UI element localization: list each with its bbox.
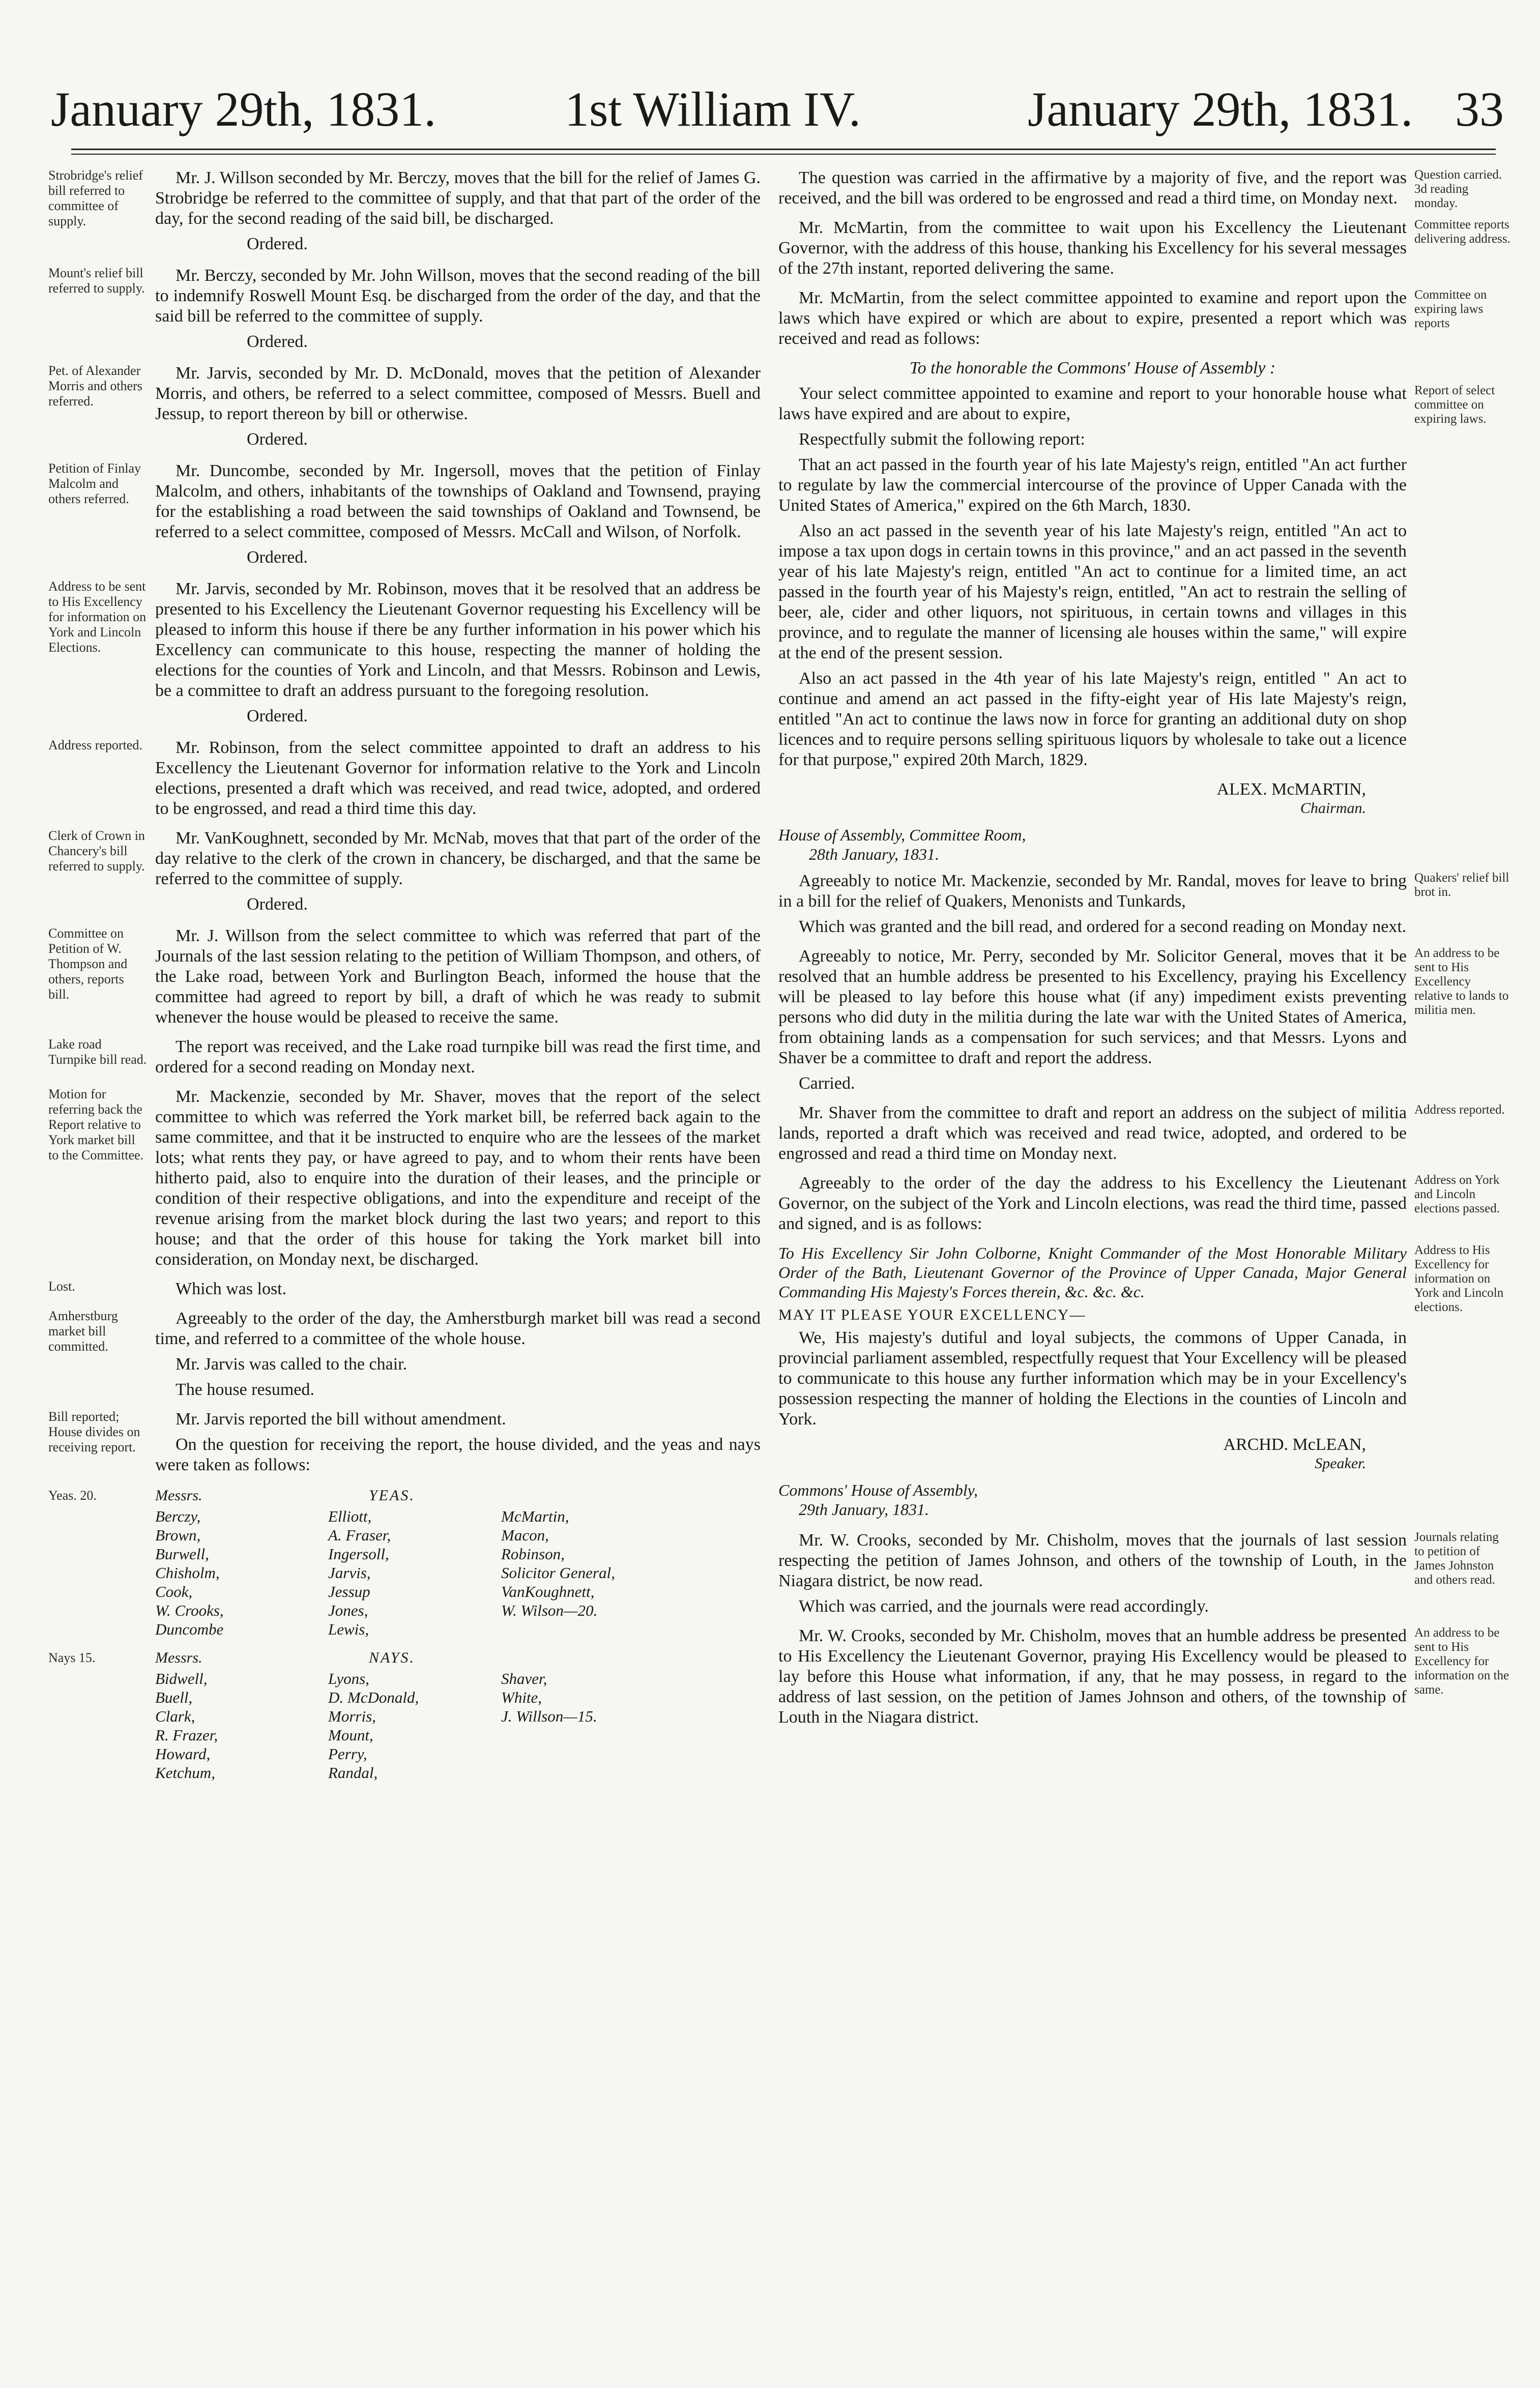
entry-body — [155, 1087, 761, 1275]
ordered-line: Ordered. — [247, 332, 308, 351]
entry-paragraph: Which was lost. — [176, 1279, 287, 1298]
address-to: To His Excellency Sir John Colborne, Knight Commander of the Most Honorable Military Order of the Bath, Lieutenant Governor of the Province of Upper Canada, Major General Commanding His Majesty's Forces therein, &c. &c. &c. — [778, 1244, 1407, 1301]
entry-paragraph: Mr. VanKoughnett, seconded by Mr. McNab, moves that that part of the order of the day relative to the clerk of the crown in chancery, be discharged, and that the same be referred to the committee of supply. — [155, 829, 761, 888]
entry-paragraph: Mr. Duncombe, seconded by Mr. Ingersoll, moves that the petition of Finlay Malcolm, and others, inhabitants of the townships of Oakland and Townsend, praying for the establishing a road between the said townships of Oakland and Townsend, be referred to a select committee, composed of Messrs. McCall and Wilson, of Norfolk. — [155, 461, 761, 541]
member-name: Clark, — [155, 1707, 195, 1725]
entry-paragraph: Mr. Jarvis, seconded by Mr. Robinson, moves that it be resolved that an address be presented to his Excellency the Lieutenant Governor requesting his Excellency will be pleased to inform this house if there be any further information in his power which his Excellency can communicate to this house, respecting the manner of holding the elections for the counties of York and Lincoln, and that Messrs. Robinson and Lewis, be a committee to draft an address pursuant to the foregoing resolution. — [155, 579, 761, 700]
entry-body — [155, 461, 761, 575]
member-name: J. Willson—15. — [501, 1707, 597, 1725]
member-name: Burwell, — [155, 1545, 209, 1563]
entry-paragraph: Respectfully submit the following report: — [799, 430, 1085, 449]
journal-entry — [48, 926, 761, 1033]
entry-body — [155, 738, 761, 824]
ordered-line: Ordered. — [247, 707, 308, 725]
nays-heading — [48, 1647, 761, 1669]
page-header — [51, 76, 1504, 142]
left-column — [48, 168, 761, 1790]
journal-entry — [48, 1087, 761, 1275]
yeas-heading — [48, 1484, 761, 1507]
vote-spacer — [48, 1507, 155, 1639]
entry-body — [778, 1103, 1407, 1169]
yeas-count-note: Yeas. 20. — [48, 1488, 97, 1503]
entry-body — [778, 218, 1407, 284]
report-dateline-2: 28th January, 1831. — [809, 845, 939, 863]
entry-body — [778, 168, 1407, 214]
journal-entry — [778, 1173, 1511, 1239]
yeas-column — [155, 1507, 328, 1639]
margin-note: Lost. — [48, 1279, 75, 1294]
entry-paragraph: The report was received, and the Lake road turnpike bill was read the first time, and ordered for a second reading on Monday next. — [155, 1037, 761, 1076]
margin-note: Petition of Finlay Malcolm and others referred. — [48, 461, 141, 506]
member-name: Chisholm, — [155, 1564, 220, 1582]
report-signature: ALEX. McMARTIN, — [1216, 780, 1366, 799]
member-name: W. Crooks, — [155, 1601, 224, 1619]
member-name: Jarvis, — [328, 1564, 371, 1582]
member-name: Perry, — [328, 1745, 367, 1763]
ordered-line: Ordered. — [247, 895, 308, 914]
entry-paragraph: Mr. Jarvis was called to the chair. — [176, 1355, 408, 1374]
entry-paragraph: Mr. Jarvis, seconded by Mr. D. McDonald, moves that the petition of Alexander Morris, and others, be referred to a select committee, composed of Messrs. Buell and Jessup, to report thereon by bill or otherwise. — [155, 364, 761, 423]
entry-paragraph: Mr. W. Crooks, seconded by Mr. Chisholm, moves that an humble address be presented to His Excellency the Lieutenant Governor, praying His Excellency would be pleased to lay before this House what information, if any, that he may possess, in regard to the address of last session, on the petition of James Johnson and others, of the township of Louth in the Niagara district. — [778, 1626, 1407, 1727]
margin-note: Address to His Excellency for information on York and Lincoln elections. — [1414, 1243, 1504, 1314]
margin-note: Strobridge's relief bill referred to committee of supply. — [48, 168, 143, 228]
margin-note: An address to be sent to His Excellency relative to lands to militia men. — [1414, 946, 1509, 1017]
header-right-date: January 29th, 1831. — [1028, 82, 1413, 136]
member-name: Ingersoll, — [328, 1545, 389, 1563]
header-left-date: January 29th, 1831. — [51, 82, 437, 136]
address-signature-title: Speaker. — [1315, 1455, 1366, 1472]
report-dateline — [778, 825, 1407, 864]
entry-body — [155, 1279, 761, 1304]
report-dateline-1: House of Assembly, Committee Room, — [778, 826, 1026, 844]
entry-body — [155, 363, 761, 457]
address-salutation: MAY IT PLEASE YOUR EXCELLENCY— — [778, 1306, 1086, 1323]
member-name: D. McDonald, — [328, 1688, 419, 1706]
margin-note: Address on York and Lincoln elections passed. — [1414, 1173, 1500, 1215]
margin-note: Clerk of Crown in Chancery's bill referred to supply. — [48, 828, 145, 873]
nays-column — [155, 1669, 328, 1782]
yeas-column — [328, 1507, 501, 1639]
member-name: A. Fraser, — [328, 1526, 391, 1544]
nays-column — [328, 1669, 501, 1782]
entry-paragraph: Mr. Berczy, seconded by Mr. John Willson, moves that the second reading of the bill to indemnify Roswell Mount Esq. be discharged from the order of the day, and that the said bill be referred to the committee of supply. — [155, 266, 761, 326]
member-name: Berczy, — [155, 1507, 201, 1525]
ordered-line: Ordered. — [247, 548, 308, 567]
margin-note: Motion for referring back the Report relative to York market bill to the Committee. — [48, 1087, 144, 1162]
journal-entry — [48, 363, 761, 457]
member-name: Randal, — [328, 1764, 378, 1782]
address-dateline — [778, 1480, 1407, 1519]
margin-note: Lake road Turnpike bill read. — [48, 1037, 147, 1067]
member-name: Jones, — [328, 1601, 368, 1619]
entry-paragraph: Also an act passed in the seventh year of his late Majesty's reign, entitled "An act to impose a tax upon dogs in certain towns in this province," and an act passed in the seventh year of his late Majesty's reign, entitled "An act to continue for a limited time, an act passed in the fourth year of his Majesty's reign, entitled, "An act to restrain the selling of beer, ale, cider and other liquors, not spirituous, in certain towns and villages in this province, and to regulate the manner of licensing ale houses within the same," will expire at the end of the present session. — [778, 521, 1407, 662]
member-name: Lyons, — [328, 1670, 369, 1687]
header-rule-thin — [71, 154, 1496, 155]
member-name: Mount, — [328, 1726, 373, 1744]
report-signature-title: Chairman. — [1300, 800, 1366, 817]
entry-paragraph: Agreeably to the order of the day, the Amherstburgh market bill was read a second time, and referred to a committee of the whole house. — [155, 1309, 761, 1348]
margin-note: Committee reports delivering address. — [1414, 218, 1510, 246]
member-name: Robinson, — [501, 1545, 565, 1563]
entry-body — [155, 1308, 761, 1405]
entry-paragraph: Also an act passed in the 4th year of his late Majesty's reign, entitled " An act to continue and amend an act passed in the fifty-eight year of His late Majesty's reign, entitled "An act to continue the laws now in force for granting an additional duty on shop licences and to require persons selling spirituous liquors by wholesale to take out a licence for that purpose," expired 20th March, 1829. — [778, 669, 1407, 769]
header-rule — [71, 149, 1496, 150]
address-block — [778, 1243, 1511, 1526]
entry-paragraph: Mr. Shaver from the committee to draft and report an address on the subject of militia lands, reported a draft which was received and read twice, adopted, and ordered to be engrossed and read a third time on Monday next. — [778, 1103, 1407, 1163]
journal-entry — [48, 1409, 761, 1480]
entry-paragraph: Mr. Mackenzie, seconded by Mr. Shaver, moves that the report of the select committee to which was referred the York market bill, be referred back again to the same committee, and that it be instructed to enquire who are the lessees of the market lots; what rents they pay, or have agreed to pay, and to whom their rents have been hitherto paid, also to enquire into the duration of their leases, and the principle or condition of their respective obligations, and into the expenditure and receipt of the revenue arising from the market block during the last two years; and report to this house; and that the order of this house for taking the York market bill into consideration, on Monday next, be discharged. — [155, 1087, 761, 1269]
journal-entry — [778, 871, 1511, 942]
margin-note: Amherstburg market bill committed. — [48, 1308, 118, 1354]
entry-body — [778, 384, 1407, 775]
journal-entry — [778, 946, 1511, 1099]
entry-paragraph: Mr. W. Crooks, seconded by Mr. Chisholm, moves that the journals of last session respecting the petition of James Johnson, and others of the township of Louth, in the Niagara district, be now read. — [778, 1531, 1407, 1590]
member-name: Shaver, — [501, 1670, 547, 1687]
member-name: Morris, — [328, 1707, 376, 1725]
entry-paragraph: Mr. McMartin, from the select committee appointed to examine and report upon the laws which have expired or which are about to expire, presented a report which was received and read as follows: — [778, 288, 1407, 348]
address-signature: ARCHD. McLEAN, — [1223, 1435, 1366, 1454]
entry-paragraph: Agreeably to notice, Mr. Perry, seconded by Mr. Solicitor General, moves that it be resolved that an humble address be presented to his Excellency, praying his Excellency will be pleased to lay before this house what (if any) impediment exists preventing persons who did duty in the militia during the late war with the United States of America, from obtaining lands as a compensation for such services; and that Messrs. Lyons and Shaver be a committee to draft and report the address. — [778, 947, 1407, 1067]
entry-paragraph: Agreeably to notice Mr. Mackenzie, seconded by Mr. Randal, moves for leave to bring in a bill for the relief of Quakers, Menonists and Tunkards, — [778, 871, 1407, 911]
member-name: Buell, — [155, 1688, 193, 1706]
entry-body — [778, 288, 1407, 354]
nays-column — [501, 1669, 674, 1782]
journal-entry — [778, 218, 1511, 284]
member-name: Howard, — [155, 1745, 211, 1763]
nays-count-note: Nays 15. — [48, 1650, 96, 1665]
address-body-wrap — [778, 1243, 1407, 1526]
margin-note: An address to be sent to His Excellency for information on the same. — [1414, 1626, 1509, 1697]
entry-body — [155, 579, 761, 734]
right-column — [778, 168, 1511, 1737]
entry-paragraph: Mr. McMartin, from the committee to wait upon his Excellency the Lieutenant Governor, with the address of this house, thanking his Excellency for his several messages of the 27th instant, reported delivering the same. — [778, 218, 1407, 278]
margin-note: Address reported. — [1414, 1103, 1505, 1117]
entry-paragraph: The question was carried in the affirmative by a majority of five, and the report was received, and the bill was ordered to be engrossed and read a third time, on Monday next. — [778, 168, 1407, 208]
entry-paragraph: On the question for receiving the report, the house divided, and the yeas and nays were taken as follows: — [155, 1435, 761, 1474]
entry-paragraph: Mr. Robinson, from the select committee appointed to draft an address to his Excellency the Lieutenant Governor for information relative to the York and Lincoln elections, presented a draft which was received, and read twice, adopted, and ordered to be engrossed, and read a third time this day. — [155, 738, 761, 818]
nays-names — [48, 1669, 761, 1782]
address-dateline-1: Commons' House of Assembly, — [778, 1481, 978, 1499]
margin-note: Committee on Petition of W. Thompson and others, reports bill. — [48, 926, 128, 1002]
margin-note: Address to be sent to His Excellency for information on York and Lincoln Elections. — [48, 579, 147, 655]
yeas-title: YEAS. — [369, 1487, 415, 1504]
entry-body — [778, 1626, 1407, 1733]
journal-entry — [48, 266, 761, 359]
journal-entry — [778, 1626, 1511, 1733]
entry-body — [155, 926, 761, 1033]
entry-paragraph: Mr. Jarvis reported the bill without amendment. — [176, 1410, 506, 1429]
journal-entry — [778, 168, 1511, 214]
journal-entry — [778, 288, 1511, 354]
nays-title: NAYS. — [369, 1649, 415, 1666]
entry-paragraph: The house resumed. — [176, 1380, 314, 1399]
margin-note: Address reported. — [48, 738, 142, 752]
entry-paragraph: Carried. — [799, 1074, 855, 1093]
member-name: Solicitor General, — [501, 1564, 615, 1582]
margin-note: Report of select committee on expiring laws. — [1414, 384, 1495, 426]
member-name: Duncombe — [155, 1620, 224, 1638]
entry-paragraph: Agreeably to the order of the day the address to his Excellency the Lieutenant Governor, on the subject of the York and Lincoln elections, was read the third time, passed and signed, and is as follows: — [778, 1174, 1407, 1233]
vote-spacer — [48, 1669, 155, 1782]
member-name: R. Frazer, — [155, 1726, 218, 1744]
member-name: Bidwell, — [155, 1670, 208, 1687]
journal-entry — [48, 738, 761, 824]
journal-entry — [48, 1279, 761, 1304]
member-name: Brown, — [155, 1526, 201, 1544]
yeas-column — [501, 1507, 674, 1639]
journal-entry — [48, 579, 761, 734]
report-heading: To the honorable the Commons' House of Assembly : — [909, 359, 1276, 377]
entry-body — [778, 871, 1407, 942]
yeas-messrs-label: Messrs. — [155, 1487, 202, 1504]
margin-note: Pet. of Alexander Morris and others referred. — [48, 363, 142, 409]
entry-paragraph: Which was carried, and the journals were read accordingly. — [799, 1597, 1209, 1616]
journal-entry — [48, 828, 761, 922]
nays-block — [48, 1647, 761, 1782]
address-body: We, His majesty's dutiful and loyal subjects, the commons of Upper Canada, in provincial parliament assembled, respectfully request that Your Excellency will be pleased to communicate to this house any further information which may be in your Excellency's possession respecting the manner of holding the Elections in the counties of Lincoln and York. — [778, 1328, 1407, 1429]
entry-paragraph: Your select committee appointed to examine and report to your honorable house what laws have expired and are about to expire, — [778, 384, 1407, 423]
member-name: White, — [501, 1688, 542, 1706]
margin-note: Mount's relief bill referred to supply. — [48, 266, 145, 296]
margin-note: Question carried. 3d reading monday. — [1414, 168, 1502, 210]
journal-entry — [48, 168, 761, 261]
entry-body — [778, 1530, 1407, 1622]
entry-body — [155, 828, 761, 922]
entry-body — [778, 1173, 1407, 1239]
journal-entry — [48, 461, 761, 575]
member-name: Jessup — [328, 1583, 370, 1600]
margin-note: Journals relating to petition of James Johnston and others read. — [1414, 1530, 1499, 1587]
page-number: 33 — [1455, 82, 1504, 136]
member-name: Ketchum, — [155, 1764, 215, 1782]
ordered-line: Ordered. — [247, 235, 308, 253]
member-name: Macon, — [501, 1526, 549, 1544]
report-heading-wrap — [778, 358, 1407, 378]
journal-entry — [48, 1308, 761, 1405]
journal-entry — [778, 384, 1511, 775]
entry-paragraph: That an act passed in the fourth year of his late Majesty's reign, entitled "An act further to regulate by law the commercial intercourse of the province of Upper Canada with the United States of America," expired on the 6th March, 1830. — [778, 455, 1407, 515]
member-name: W. Wilson—20. — [501, 1601, 598, 1619]
entry-paragraph: Which was granted and the bill read, and ordered for a second reading on Monday next. — [799, 917, 1407, 936]
report-signature-block — [778, 779, 1407, 864]
header-reign: 1st William IV. — [565, 82, 861, 136]
entry-paragraph: Mr. J. Willson seconded by Mr. Berczy, moves that the bill for the relief of James G. Strobridge be referred to the committee of supply, and that that part of the order of the day, for the second reading of the said bill, be discharged. — [155, 168, 761, 228]
margin-note: Quakers' relief bill brot in. — [1414, 871, 1509, 899]
entry-paragraph: Mr. J. Willson from the select committee to which was referred that part of the Journals of the last session relating to the petition of William Thompson, and others, of the Lake road, between York and Burlington Beach, informed the house that the committee had agreed to report by bill, a draft of which he was ready to submit whenever the house would be pleased to receive the same. — [155, 926, 761, 1027]
entry-body — [155, 1037, 761, 1083]
entry-body — [155, 168, 761, 261]
entry-body — [778, 946, 1407, 1099]
margin-note: Bill reported; House divides on receiving report. — [48, 1409, 140, 1454]
journal-entry — [48, 1037, 761, 1083]
member-name: VanKoughnett, — [501, 1583, 595, 1600]
member-name: Elliott, — [328, 1507, 372, 1525]
member-name: Lewis, — [328, 1620, 369, 1638]
entry-body — [155, 266, 761, 359]
ordered-line: Ordered. — [247, 430, 308, 449]
journal-entry — [778, 1530, 1511, 1622]
member-name: Cook, — [155, 1583, 193, 1600]
yeas-block — [48, 1484, 761, 1639]
address-dateline-2: 29th January, 1831. — [799, 1500, 929, 1519]
yeas-names — [48, 1507, 761, 1639]
nays-messrs-label: Messrs. — [155, 1649, 202, 1666]
journal-entry — [778, 1103, 1511, 1169]
margin-note: Committee on expiring laws reports — [1414, 288, 1487, 330]
entry-body — [155, 1409, 761, 1480]
member-name: McMartin, — [501, 1507, 569, 1525]
